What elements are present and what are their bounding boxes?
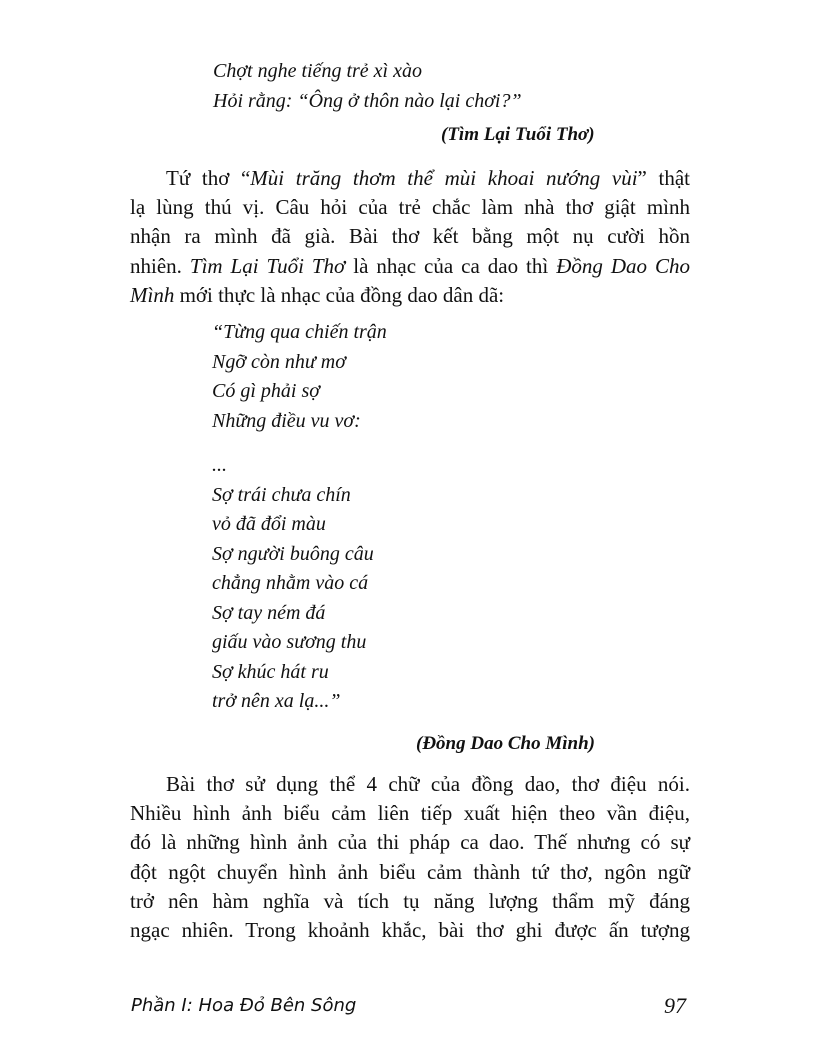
paragraph-line: đột ngột chuyển hình ảnh biểu cảm thành tứ thơ, ngôn ngữ [130, 859, 690, 884]
paragraph-line: ngạc nhiên. Trong khoảnh khắc, bài thơ ghi được ấn tượng [130, 918, 690, 943]
poem-excerpt-middle [212, 318, 387, 717]
paragraph-line [130, 281, 690, 310]
text-run: Tứ thơ “ [166, 166, 251, 190]
poem-line: Sợ trái chưa chín [212, 483, 351, 506]
poem-line: trở nên xa lạ...” [212, 690, 341, 712]
paragraph-line [130, 252, 690, 281]
poem-line: Có gì phải sợ [212, 380, 320, 402]
paragraph-line [130, 164, 690, 193]
poem-title: Đồng Dao Cho [556, 253, 691, 278]
text-run: mới thực là nhạc của đồng dao dân dã: [174, 282, 505, 307]
text-run: là nhạc của ca dao thì [345, 253, 557, 278]
poem-attribution: (Đồng Dao Cho Mình) [416, 733, 595, 754]
running-footer-section-title: Phần I: Hoa Đỏ Bên Sông [131, 995, 357, 1016]
poem-title: Mình [130, 282, 175, 307]
poem-ellipsis: ... [212, 454, 227, 476]
paragraph-line: nhận ra mình đã già. Bài thơ kết bằng một nụ cười hồn [130, 224, 690, 249]
poem-line: Sợ khúc hát ru [212, 660, 329, 683]
text-run: nhiên. [130, 253, 190, 278]
paragraph-line: Bài thơ sử dụng thể 4 chữ của đồng dao, thơ điệu nói. [166, 772, 690, 796]
poem-attribution: (Tìm Lại Tuổi Thơ) [441, 124, 595, 145]
paragraph-line: đó là những hình ảnh của thi pháp ca dao. Thế nhưng có sự [130, 830, 690, 855]
poem-line: giấu vào sương thu [212, 631, 367, 653]
poem-line: “Từng qua chiến trận [212, 321, 387, 343]
poem-line: vỏ đã đổi màu [212, 513, 326, 535]
poem-line: Chợt nghe tiếng trẻ xì xào [213, 60, 422, 82]
poem-excerpt-top [213, 57, 522, 116]
poem-line: chẳng nhằm vào cá [212, 572, 369, 594]
poem-line: Sợ tay ném đá [212, 601, 326, 624]
poem-line: Hỏi rằng: “Ông ở thôn nào lại chơi?” [213, 89, 522, 112]
stanza-gap [212, 436, 387, 451]
poem-line: Những điều vu vơ: [212, 409, 361, 432]
body-paragraph [130, 770, 690, 945]
text-run: ” thật [637, 166, 690, 190]
poem-title: Tìm Lại Tuổi Thơ [189, 253, 346, 278]
body-paragraph [130, 164, 690, 310]
poem-line: Ngỡ còn như mơ [212, 350, 346, 373]
page-number: 97 [664, 993, 686, 1018]
poem-line: Sợ người buông câu [212, 542, 374, 565]
quoted-verse: Mùi trăng thơm thể mùi khoai nướng vùi [250, 166, 638, 190]
paragraph-line: trở nên hàm nghĩa và tích tụ năng lượng thẩm mỹ đáng [130, 888, 690, 913]
paragraph-line: lạ lùng thú vị. Câu hỏi của trẻ chắc làm nhà thơ giật mình [130, 195, 690, 220]
paragraph-line: Nhiều hình ảnh biểu cảm liên tiếp xuất hiện theo vần điệu, [130, 801, 690, 826]
